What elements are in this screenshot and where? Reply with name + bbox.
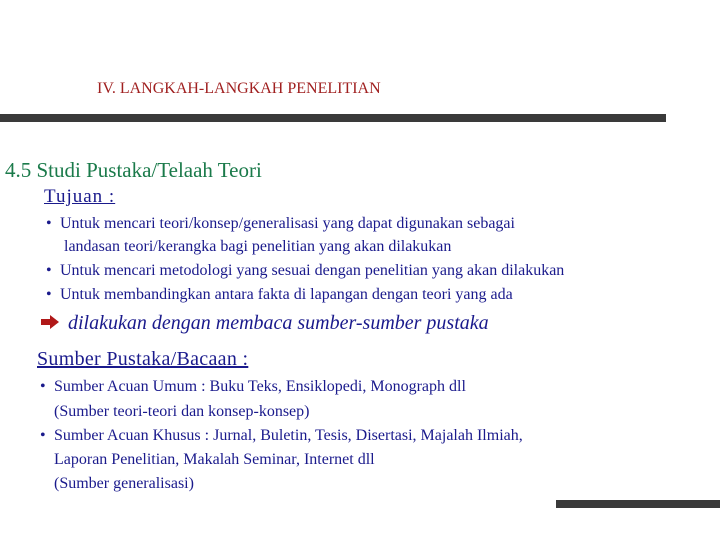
list-item-text: Sumber Acuan Umum : Buku Teks, Ensiklopedi, Monograph dll	[54, 378, 466, 395]
tujuan-heading: Tujuan :	[44, 186, 116, 207]
arrow-right-icon	[40, 314, 60, 330]
list-item-text: Untuk mencari teori/konsep/generalisasi yang dapat digunakan sebagai	[60, 215, 515, 232]
list-item-text: Sumber Acuan Khusus : Jurnal, Buletin, Tesis, Disertasi, Majalah Ilmiah,	[54, 427, 523, 444]
list-item-text: landasan teori/kerangka bagi penelitian yang akan dilakukan	[60, 238, 452, 255]
sumber-heading: Sumber Pustaka/Bacaan :	[37, 348, 249, 370]
list-item-text: (Sumber generalisasi)	[54, 475, 194, 492]
list-item-text: (Sumber teori-teori dan konsep-konsep)	[54, 403, 310, 420]
bullet-icon: •	[40, 427, 46, 444]
list-item-text: Laporan Penelitian, Makalah Seminar, Internet dll	[54, 451, 375, 468]
bullet-icon: •	[46, 286, 52, 303]
conclusion-line	[40, 312, 489, 335]
top-divider-rule	[0, 114, 666, 122]
list-item-text: Untuk mencari metodologi yang sesuai dengan penelitian yang akan dilakukan	[60, 262, 565, 279]
conclusion-text: dilakukan dengan membaca sumber-sumber pustaka	[68, 312, 489, 334]
list-item-text: Untuk membandingkan antara fakta di lapangan dengan teori yang ada	[60, 286, 513, 303]
bottom-divider-rule	[556, 500, 720, 508]
bullet-icon: •	[40, 378, 46, 395]
chapter-title: IV. LANGKAH-LANGKAH PENELITIAN	[97, 80, 381, 97]
bullet-icon: •	[46, 262, 52, 279]
section-title: 4.5 Studi Pustaka/Telaah Teori	[5, 158, 262, 182]
bullet-icon: •	[46, 215, 52, 232]
